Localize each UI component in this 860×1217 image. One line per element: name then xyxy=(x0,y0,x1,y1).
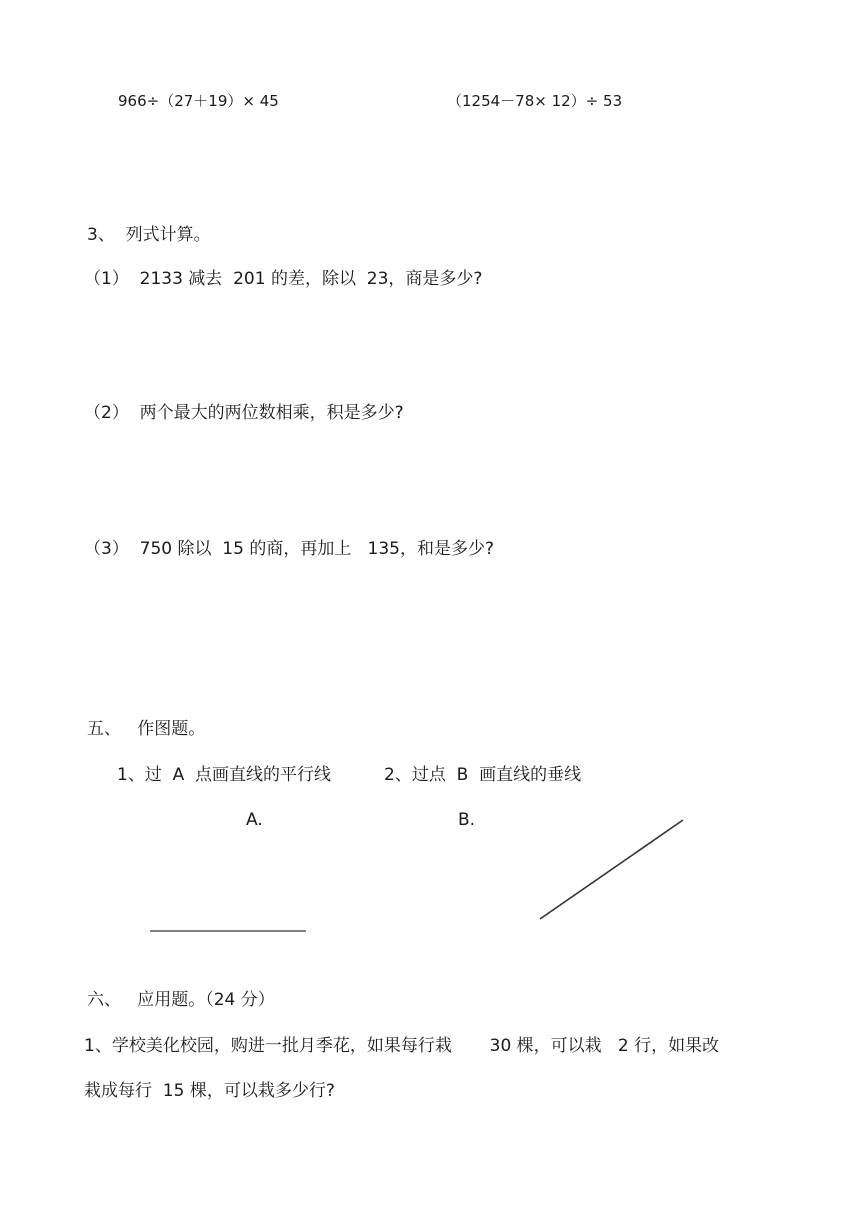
section-3-title: 3、 列式计算。 xyxy=(87,225,211,245)
slanted-line xyxy=(540,820,683,919)
point-b-label: B. xyxy=(458,810,476,830)
question-3: （3） 750 除以 15 的商，再加上 135，和是多少? xyxy=(84,539,494,559)
section-5-title: 五、 作图题。 xyxy=(87,719,206,739)
expression-right: （1254－78× 12）÷ 53 xyxy=(447,92,623,110)
question-1: （1） 2133 减去 201 的差，除以 23，商是多少? xyxy=(84,269,483,289)
word-problem-1-line-2: 栽成每行 15 棵，可以栽多少行? xyxy=(84,1081,335,1101)
drawing-task-2: 2、过点 B 画直线的垂线 xyxy=(384,765,582,785)
point-a-label: A. xyxy=(246,810,263,830)
drawing-task-1: 1、过 A 点画直线的平行线 xyxy=(117,765,332,785)
question-2: （2） 两个最大的两位数相乘，积是多少? xyxy=(84,403,404,423)
word-problem-1-line-1: 1、学校美化校园，购进一批月季花，如果每行栽 30 棵，可以栽 2 行，如果改 xyxy=(84,1036,720,1056)
section-6-title: 六、 应用题。（24 分） xyxy=(87,990,275,1010)
expression-left: 966÷（27＋19）× 45 xyxy=(118,92,279,110)
